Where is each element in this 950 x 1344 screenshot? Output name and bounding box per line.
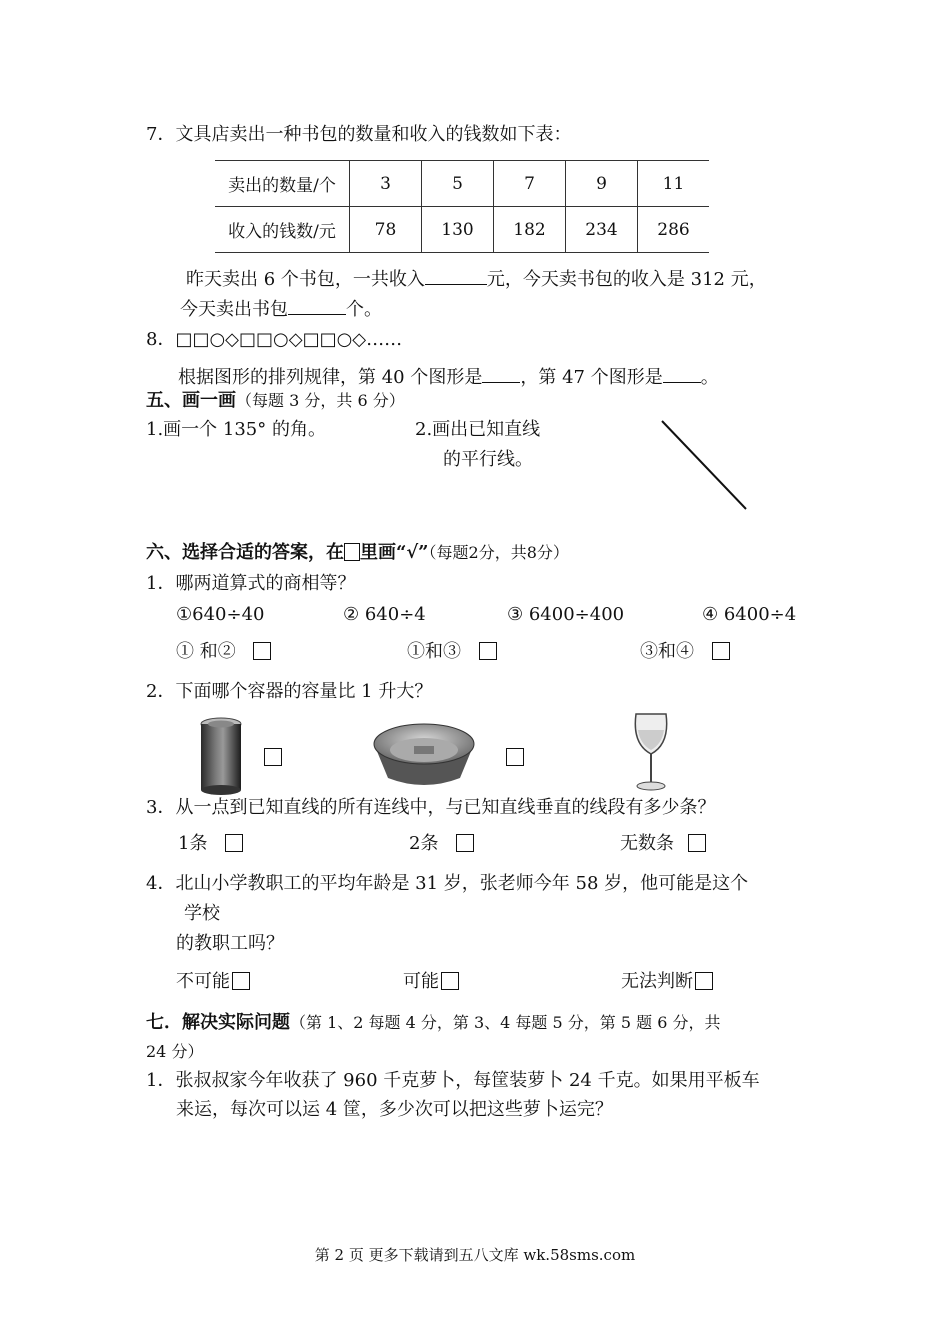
expr-2: ② 640÷4	[343, 604, 426, 625]
answer-checkbox[interactable]	[253, 642, 271, 660]
answer-blank[interactable]	[425, 266, 487, 285]
sec5-q2-line1: 2.画出已知直线	[415, 419, 541, 440]
checkbox-glyph	[344, 543, 360, 561]
table-row	[215, 161, 709, 207]
sec6-q3-option-3: 无数条	[620, 832, 706, 856]
sec6-q3-option-1: 1条	[178, 832, 243, 856]
q7-line-b: 今天卖出书包 个。	[180, 296, 382, 322]
table-cell: 3	[350, 161, 422, 207]
sec5-q2-line2: 的平行线。	[443, 449, 533, 470]
sec6-q4-option-1: 不可能	[176, 970, 250, 994]
answer-checkbox[interactable]	[712, 642, 730, 660]
table-cell: 5	[422, 161, 494, 207]
sec6-q3-option-2: 2条	[409, 832, 474, 856]
table-cell: 286	[638, 207, 710, 253]
table-row-label: 收入的钱数/元	[228, 222, 336, 242]
answer-checkbox[interactable]	[479, 642, 497, 660]
table-cell: 11	[638, 161, 710, 207]
given-line	[650, 415, 760, 520]
expr-4: ④ 6400÷4	[702, 604, 797, 625]
sec7-q1-line1: 1．张叔叔家今年收获了 960 千克萝卜，每筐装萝卜 24 千克。如果用平板车	[146, 1070, 760, 1091]
sec7-q1-line2: 来运，每次可以运 4 筐，多少次可以把这些萝卜运完？	[176, 1099, 613, 1120]
table-cell: 182	[494, 207, 566, 253]
answer-checkbox[interactable]	[225, 834, 243, 852]
answer-blank[interactable]	[663, 364, 701, 383]
table-cell: 130	[422, 207, 494, 253]
answer-blank[interactable]	[288, 296, 346, 315]
sec6-q1-title: 1．哪两道算式的商相等？	[146, 573, 356, 594]
wine-glass-image	[626, 710, 676, 794]
sec6-q1-option-3: ③和④	[640, 640, 730, 664]
q7-title: 7．文具店卖出一种书包的数量和收入的钱数如下表：	[146, 124, 572, 145]
table-cell: 234	[566, 207, 638, 253]
q7-line-a: 昨天卖出 6 个书包，一共收入 元，今天卖书包的收入是 312 元，	[186, 266, 767, 292]
answer-checkbox[interactable]	[441, 972, 459, 990]
table-row-label: 卖出的数量/个	[228, 176, 336, 196]
sec5-q1: 1.画一个 135° 的角。	[146, 419, 326, 440]
table-cell: 9	[566, 161, 638, 207]
expr-1: ①640÷40	[176, 604, 265, 625]
sec6-q1-option-2: ①和③	[407, 640, 497, 664]
page-footer: 第 2 页 更多下载请到五八文库 wk.58sms.com	[314, 1246, 636, 1264]
basin-image	[370, 716, 478, 792]
q8-line: 根据图形的排列规律，第 40 个图形是 ，第 47 个图形是 。	[178, 364, 719, 390]
soda-can-image	[196, 716, 246, 796]
section-6-heading: 六、选择合适的答案，在 里画“√”（每题2分，共8分）	[146, 542, 569, 563]
answer-checkbox[interactable]	[695, 972, 713, 990]
answer-checkbox[interactable]	[264, 748, 282, 766]
sec6-q1-option-1: ① 和②	[176, 640, 271, 664]
answer-checkbox[interactable]	[232, 972, 250, 990]
section-5-heading: 五、画一画（每题 3 分，共 6 分）	[146, 390, 405, 411]
section-7-score-cont: 24 分）	[146, 1042, 204, 1061]
sec6-q4-option-2: 可能	[403, 970, 459, 994]
expr-3: ③ 6400÷400	[507, 604, 625, 625]
sec6-q2-title: 2．下面哪个容器的容量比 1 升大？	[146, 681, 433, 702]
sec6-q4-line1: 4．北山小学教职工的平均年龄是 31 岁，张老师今年 58 岁，他可能是这个	[146, 873, 749, 894]
answer-checkbox[interactable]	[456, 834, 474, 852]
q8-title: 8．□□○◇□□○◇□□○◇……	[146, 329, 403, 350]
table-cell: 78	[350, 207, 422, 253]
answer-blank[interactable]	[482, 364, 520, 383]
section-7-heading: 七．解决实际问题（第 1、2 每题 4 分，第 3、4 每题 5 分，第 5 题 6 分，共	[146, 1012, 721, 1033]
sec6-q4-line3: 的教职工吗？	[176, 933, 284, 954]
table-row	[215, 207, 709, 253]
sec6-q4-line2: 学校	[184, 903, 220, 924]
sales-table	[215, 160, 709, 253]
sec6-q4-option-3: 无法判断	[621, 970, 713, 994]
table-cell: 7	[494, 161, 566, 207]
answer-checkbox[interactable]	[506, 748, 524, 766]
sec6-q3-title: 3．从一点到已知直线的所有连线中，与已知直线垂直的线段有多少条？	[146, 797, 716, 818]
answer-checkbox[interactable]	[688, 834, 706, 852]
